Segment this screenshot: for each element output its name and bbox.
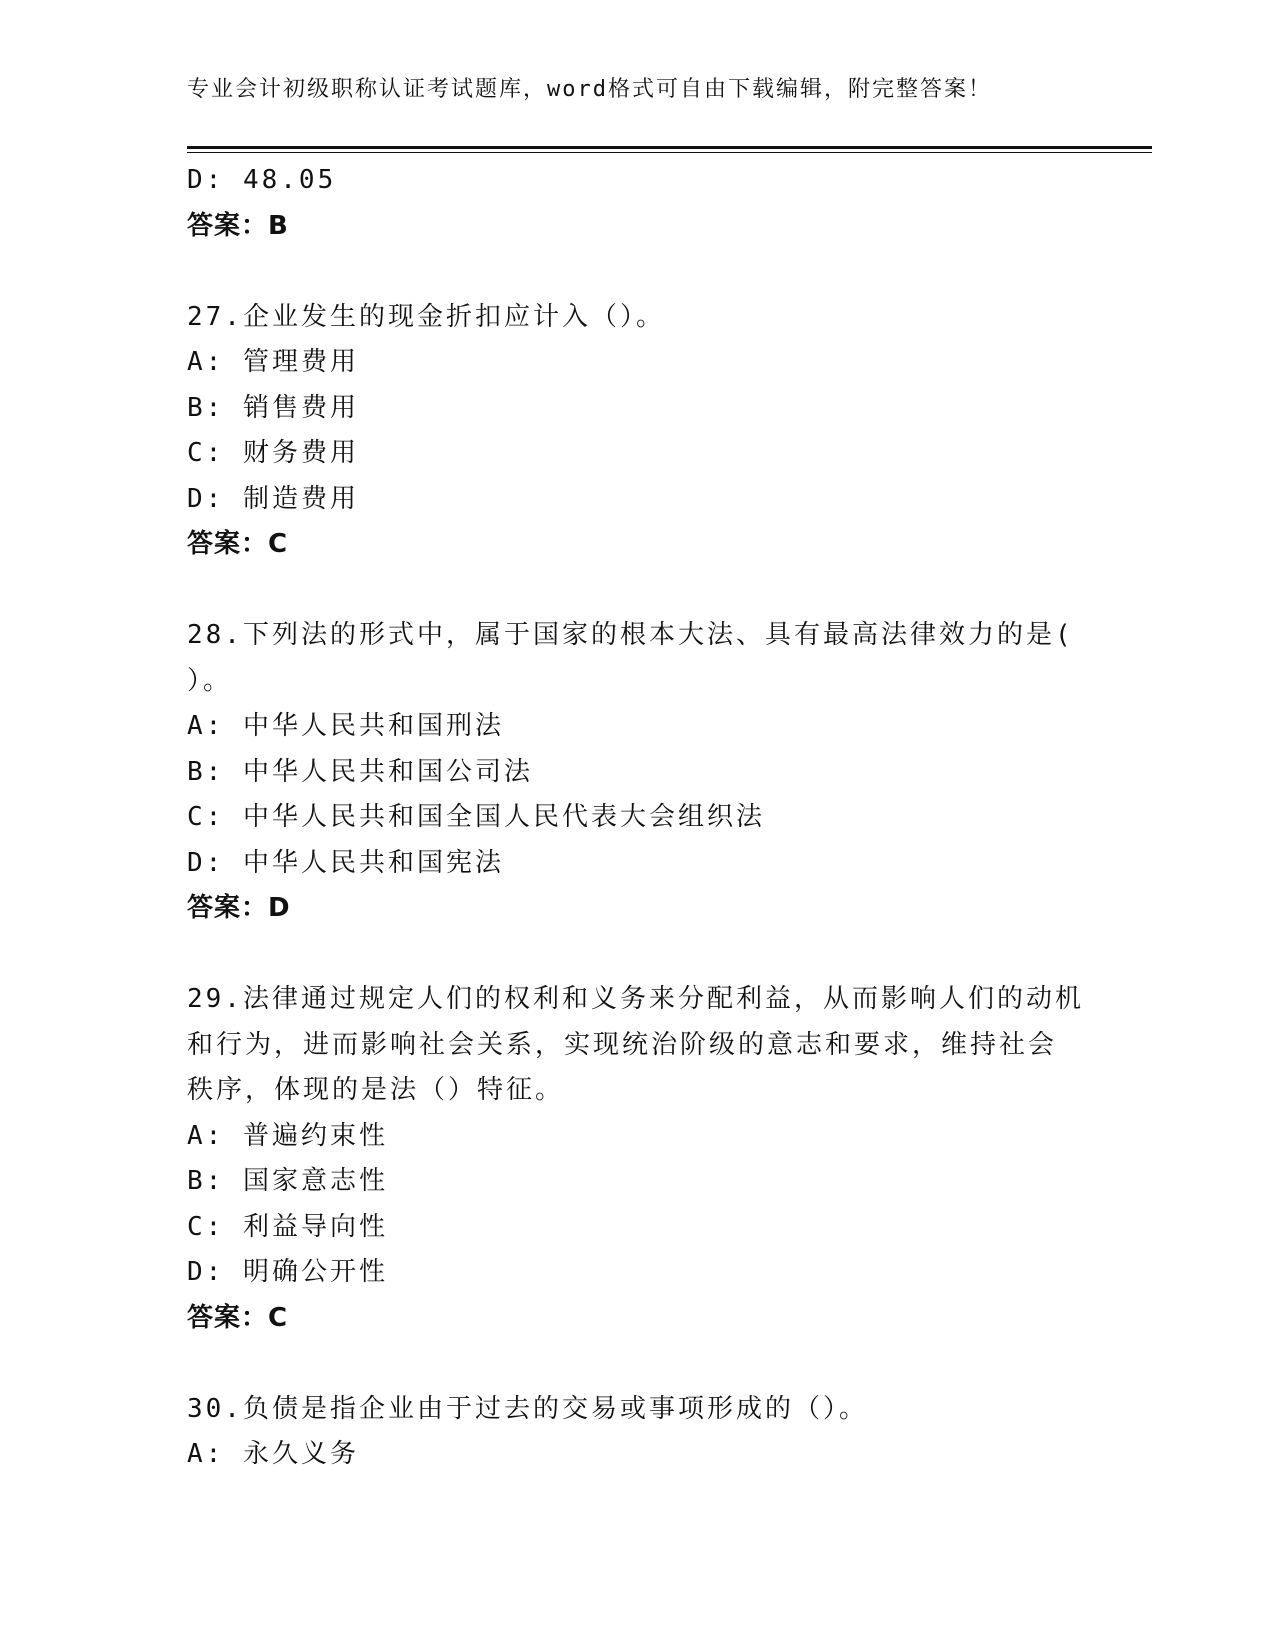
- option-b: B: 销售费用: [187, 392, 359, 423]
- question-text-cont: ）。: [187, 665, 233, 696]
- document-header: 专业会计初级职称认证考试题库，word格式可自由下载编辑，附完整答案！: [187, 77, 992, 102]
- question-content: [187, 158, 1087, 1478]
- question-30: [187, 1387, 1087, 1478]
- answer: 答案：C: [187, 529, 289, 559]
- spacer: [187, 1341, 1087, 1387]
- option-a: A: 永久义务: [187, 1439, 359, 1469]
- option-b: B: 中华人民共和国公司法: [187, 756, 533, 787]
- question-27: [187, 295, 1087, 568]
- header-rule-thick: [187, 146, 1152, 149]
- option-d: D: 明确公开性: [187, 1257, 388, 1287]
- question-28: [187, 613, 1087, 932]
- option-d: D: 中华人民共和国宪法: [187, 847, 504, 878]
- question-text: 28.下列法的形式中，属于国家的根本大法、具有最高法律效力的是(: [187, 620, 1074, 650]
- question-text: 27.企业发生的现金折扣应计入（）。: [187, 301, 665, 332]
- option-c: C: 财务费用: [187, 438, 359, 468]
- option-c: C: 利益导向性: [187, 1211, 388, 1242]
- answer: 答案：B: [187, 210, 289, 241]
- question-text: 29.法律通过规定人们的权利和义务来分配利益，从而影响人们的动机: [187, 984, 1084, 1014]
- spacer: [187, 568, 1087, 614]
- option-d: D: 制造费用: [187, 483, 359, 514]
- question-29: [187, 977, 1087, 1341]
- answer: 答案：C: [187, 1302, 289, 1333]
- option-a: A: 普遍约束性: [187, 1120, 388, 1151]
- question-text-cont: 秩序，体现的是法（）特征。: [187, 1075, 565, 1105]
- option-a: A: 管理费用: [187, 347, 359, 377]
- question-text: 30.负债是指企业由于过去的交易或事项形成的（）。: [187, 1393, 868, 1424]
- option-c: C: 中华人民共和国全国人民代表大会组织法: [187, 802, 765, 832]
- option-b: B: 国家意志性: [187, 1166, 388, 1196]
- question-text-cont: 和行为，进而影响社会关系，实现统治阶级的意志和要求，维持社会: [187, 1029, 1058, 1060]
- spacer: [187, 249, 1087, 295]
- header-rule-thin: [187, 152, 1152, 153]
- option-d: D: 48.05: [187, 165, 337, 195]
- option-a: A: 中华人民共和国刑法: [187, 711, 504, 741]
- spacer: [187, 932, 1087, 978]
- answer: 答案：D: [187, 893, 291, 923]
